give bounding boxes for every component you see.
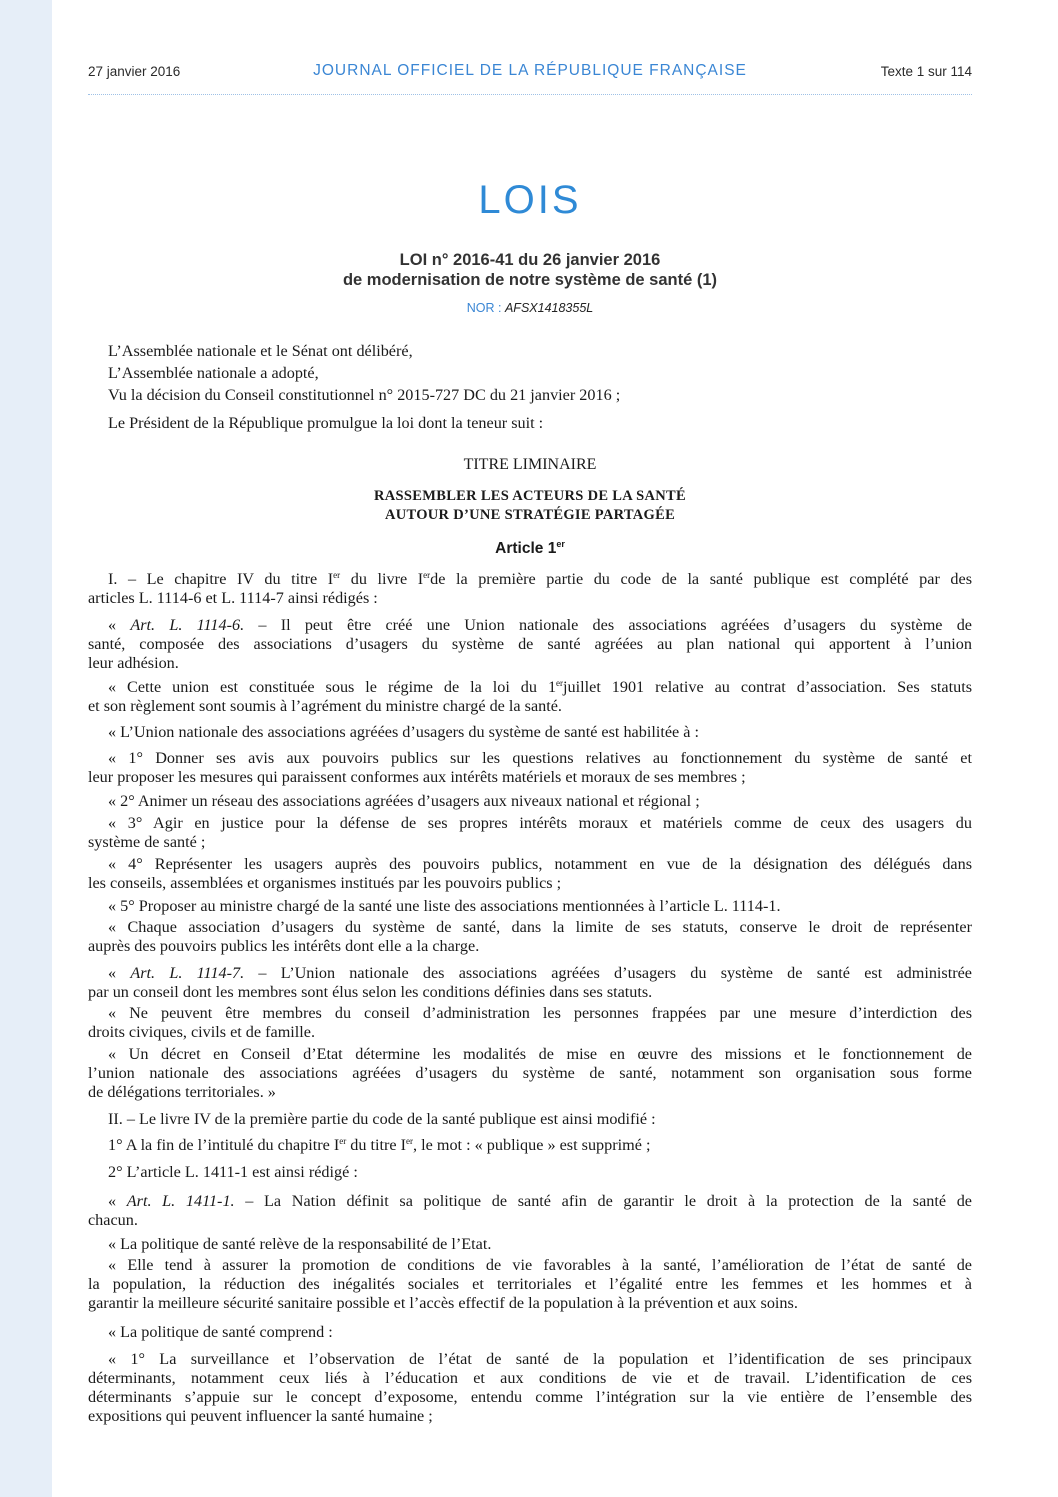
paragraph-line: santé, composée des associations d’usagers du système de santé agréées au plan national qui apportent à l’union: [88, 635, 972, 653]
nor-reference: [52, 301, 1008, 315]
paragraph-line: « Art. L. 1114-7. – L’Union nationale des associations agréées d’usagers du système de santé est administrée: [108, 964, 972, 982]
header-date: 27 janvier 2016: [88, 64, 181, 79]
paragraph-line: « 3° Agir en justice pour la défense de ses propres intérêts moraux et matériels comme de ceux des usagers du: [108, 814, 972, 832]
paragraph-line: « Ne peuvent être membres du conseil d’administration les personnes frappées par une mesure d’interdiction des: [108, 1004, 972, 1022]
paragraph-line: « La politique de santé relève de la responsabilité de l’Etat.: [108, 1235, 492, 1253]
preamble-line: L’Assemblée nationale a adopté,: [108, 364, 319, 382]
paragraph-line: « 2° Animer un réseau des associations agréées d’usagers aux niveaux national et régional ;: [108, 792, 700, 810]
titre-heading-line2: AUTOUR D’UNE STRATÉGIE PARTAGÉE: [384, 507, 676, 523]
paragraph-line: chacun.: [88, 1211, 138, 1229]
paragraph-line: garantir la meilleure sécurité sanitaire possible et l’accès effectif de la population à la prévention et aux soins.: [88, 1294, 798, 1312]
paragraph-line: « Cette union est constituée sous le régime de la loi du 1erjuillet 1901 relative au contrat d’association. Ses statuts: [108, 678, 972, 696]
paragraph-line: « 1° La surveillance et l’observation de l’état de santé de la population et l’identification de ses principaux: [108, 1350, 972, 1368]
paragraph-line: 2° L’article L. 1411-1 est ainsi rédigé :: [108, 1163, 358, 1181]
titre-label: TITRE LIMINAIRE: [463, 456, 597, 473]
page-right-margin: [1008, 0, 1058, 1497]
law-title-line1: LOI n° 2016-41 du 26 janvier 2016: [399, 251, 661, 269]
titre-heading-line1: RASSEMBLER LES ACTEURS DE LA SANTÉ: [374, 488, 686, 504]
paragraph-line: « 4° Représenter les usagers auprès des pouvoirs publics, notamment en vue de la désignation des délégués dans: [108, 855, 972, 873]
paragraph-line: « La politique de santé comprend :: [108, 1323, 333, 1341]
paragraph-line: les conseils, assemblées et organismes institués par les pouvoirs publics ;: [88, 874, 562, 892]
paragraph-line: « Un décret en Conseil d’Etat détermine les modalités de mise en œuvre des missions et le fonctionnement de: [108, 1045, 972, 1063]
header-divider: [88, 94, 972, 95]
section-title: LOIS: [478, 178, 582, 222]
paragraph-line: « 5° Proposer au ministre chargé de la santé une liste des associations mentionnées à l’article L. 1114-1.: [108, 897, 781, 915]
paragraph-line: auprès des pouvoirs publics les intérêts dont elle a la charge.: [88, 937, 480, 955]
page-margin-band: [0, 0, 52, 1497]
preamble-line: Vu la décision du Conseil constitutionnel n° 2015-727 DC du 21 janvier 2016 ;: [108, 386, 621, 404]
paragraph-line: leur proposer les mesures qui paraissent conformes aux intérêts matériels et moraux de ses membres ;: [88, 768, 746, 786]
paragraph-line: « 1° Donner ses avis aux pouvoirs publics sur les questions relatives au fonctionnement du système de santé et: [108, 749, 972, 767]
paragraph-line: la population, la réduction des inégalités sociales et territoriales et l’égalité entre les femmes et les hommes et à: [88, 1275, 972, 1293]
paragraph-line: expositions qui peuvent influencer la santé humaine ;: [88, 1407, 433, 1425]
preamble-line: Le Président de la République promulgue la loi dont la teneur suit :: [108, 414, 544, 432]
preamble-line: L’Assemblée nationale et le Sénat ont délibéré,: [108, 342, 413, 360]
paragraph-line: « Art. L. 1114-6. – Il peut être créé une Union nationale des associations agréées d’usagers du système de: [108, 616, 972, 634]
law-title-line2: de modernisation de notre système de santé (1): [342, 271, 718, 289]
paragraph-line: 1° A la fin de l’intitulé du chapitre Ier du titre Ier, le mot : « publique » est supprimé ;: [108, 1136, 651, 1154]
paragraph-line: système de santé ;: [88, 833, 206, 851]
article-heading-sup: er: [556, 539, 565, 549]
paragraph-line: l’union nationale des associations agréées d’usagers du système de santé, notamment son organisation sous forme: [88, 1064, 972, 1082]
paragraph-line: « Chaque association d’usagers du système de santé, dans la limite de ses statuts, conserve le droit de représenter: [108, 918, 972, 936]
paragraph-line: « Elle tend à assurer la promotion de conditions de vie favorables à la santé, l’amélioration de l’état de santé de: [108, 1256, 972, 1274]
paragraph-line: « Art. L. 1411-1. – La Nation définit sa politique de santé afin de garantir le droit à la protection de la santé de: [108, 1192, 972, 1210]
article-heading-text: Article 1: [495, 540, 557, 557]
paragraph-line: I. – Le chapitre IV du titre Ier du livre Ierde la première partie du code de la santé publique est complété par des: [108, 570, 972, 588]
page-counter: Texte 1 sur 114: [880, 64, 972, 79]
paragraph-line: de délégations territoriales. »: [88, 1083, 276, 1101]
paragraph-line: déterminants s’appuie sur le concept d’exposome, entendu comme l’intégration sur la vie entière de l’ensemble des: [88, 1388, 972, 1406]
paragraph-line: « L’Union nationale des associations agréées d’usagers du système de santé est habilitée à :: [108, 723, 699, 741]
journal-title: JOURNAL OFFICIEL DE LA RÉPUBLIQUE FRANÇAISE: [313, 62, 747, 79]
paragraph-line: leur adhésion.: [88, 654, 179, 672]
nor-label: NOR :: [466, 301, 502, 315]
nor-value: AFSX1418355L: [504, 301, 594, 315]
article-heading: [52, 540, 1008, 558]
paragraph-line: droits civiques, civils et de famille.: [88, 1023, 316, 1041]
page-header: [88, 58, 972, 88]
paragraph-line: déterminants, notamment ceux liés à l’éducation et aux conditions de vie et de travail. L’identification de ces: [88, 1369, 972, 1387]
paragraph-line: par un conseil dont les membres sont élus selon les conditions définies dans ses statuts.: [88, 983, 653, 1001]
paragraph-line: II. – Le livre IV de la première partie du code de la santé publique est ainsi modifié :: [108, 1110, 656, 1128]
paragraph-line: articles L. 1114-6 et L. 1114-7 ainsi rédigés :: [88, 589, 378, 607]
paragraph-line: et son règlement sont soumis à l’agrément du ministre chargé de la santé.: [88, 697, 562, 715]
